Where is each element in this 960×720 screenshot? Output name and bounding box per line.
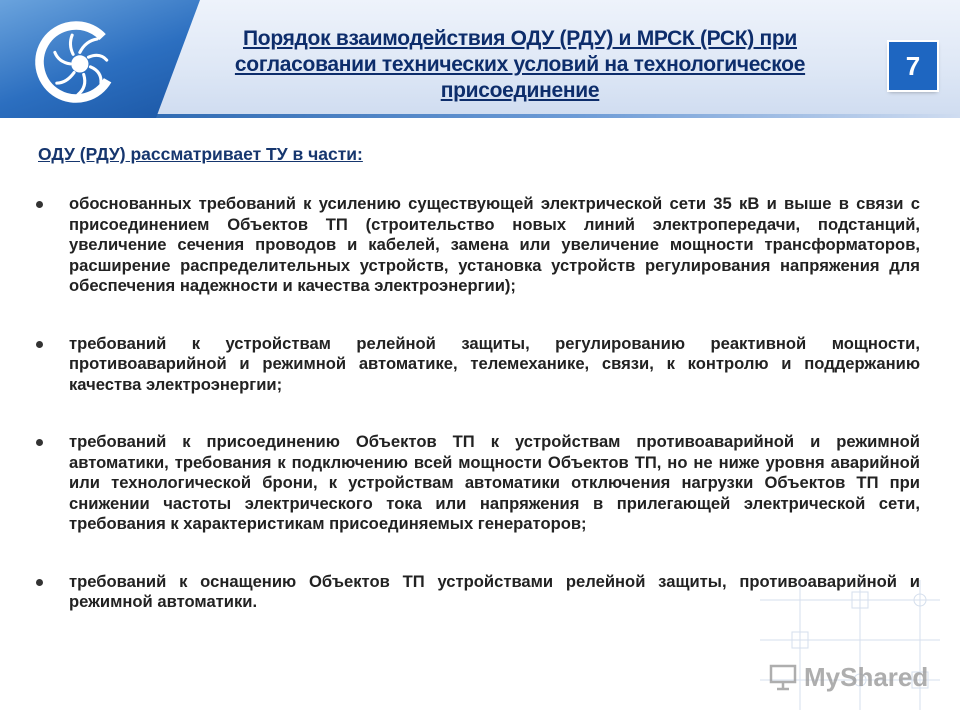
list-item-text: требований к присоединению Объектов ТП к устройствам противоаварийной и режимной автоматики, требования к подключению всей мощности Объектов ТП, но не ниже уровня аварийной или технологической брони, к устройствам автоматики отключения нагрузки Объектов ТП при снижении частоты электрического тока или напряжения в прилегающей электрической сети, требования к характеристикам присоединяемых генераторов; <box>69 432 920 533</box>
watermark <box>768 660 928 694</box>
page-title: Порядок взаимодействия ОДУ (РДУ) и МРСК (РСК) при согласовании технических условий на технологическое присоединение <box>234 27 806 102</box>
bullet-icon <box>36 341 43 348</box>
list-item-text: требований к устройствам релейной защиты, регулированию реактивной мощности, противоаварийной и режимной автоматике, телемеханике, связи, к контролю и поддержанию качества электроэнергии; <box>69 333 920 394</box>
intro-heading: ОДУ (РДУ) рассматривает ТУ в части: <box>38 144 363 164</box>
bullet-icon <box>36 579 43 586</box>
bullet-icon <box>36 201 43 208</box>
list-item <box>36 194 920 297</box>
list-item-text: требований к оснащению Объектов ТП устройствами релейной защиты, противоаварийной и режимной автоматики. <box>69 571 920 611</box>
company-logo-icon <box>28 14 124 110</box>
watermark-text: MyShared <box>804 661 929 692</box>
list-item <box>36 334 920 396</box>
page-number: 7 <box>889 42 937 90</box>
presentation-screen-icon <box>768 662 798 692</box>
bullet-icon <box>36 439 43 446</box>
circuit-decoration <box>740 560 960 720</box>
list-item <box>36 432 920 535</box>
list-item-text: обоснованных требований к усилению существующей электрической сети 35 кВ и выше в связи с присоединением Объектов ТП (строительство новых линий электропередачи, подстанций, увеличение сечения проводов и кабелей, замена или увеличение мощности трансформаторов, расширение распределительных устройств, установка устройств регулирования напряжения для обеспечения надежности и качества электроэнергии); <box>69 194 920 295</box>
requirements-list <box>36 194 920 613</box>
